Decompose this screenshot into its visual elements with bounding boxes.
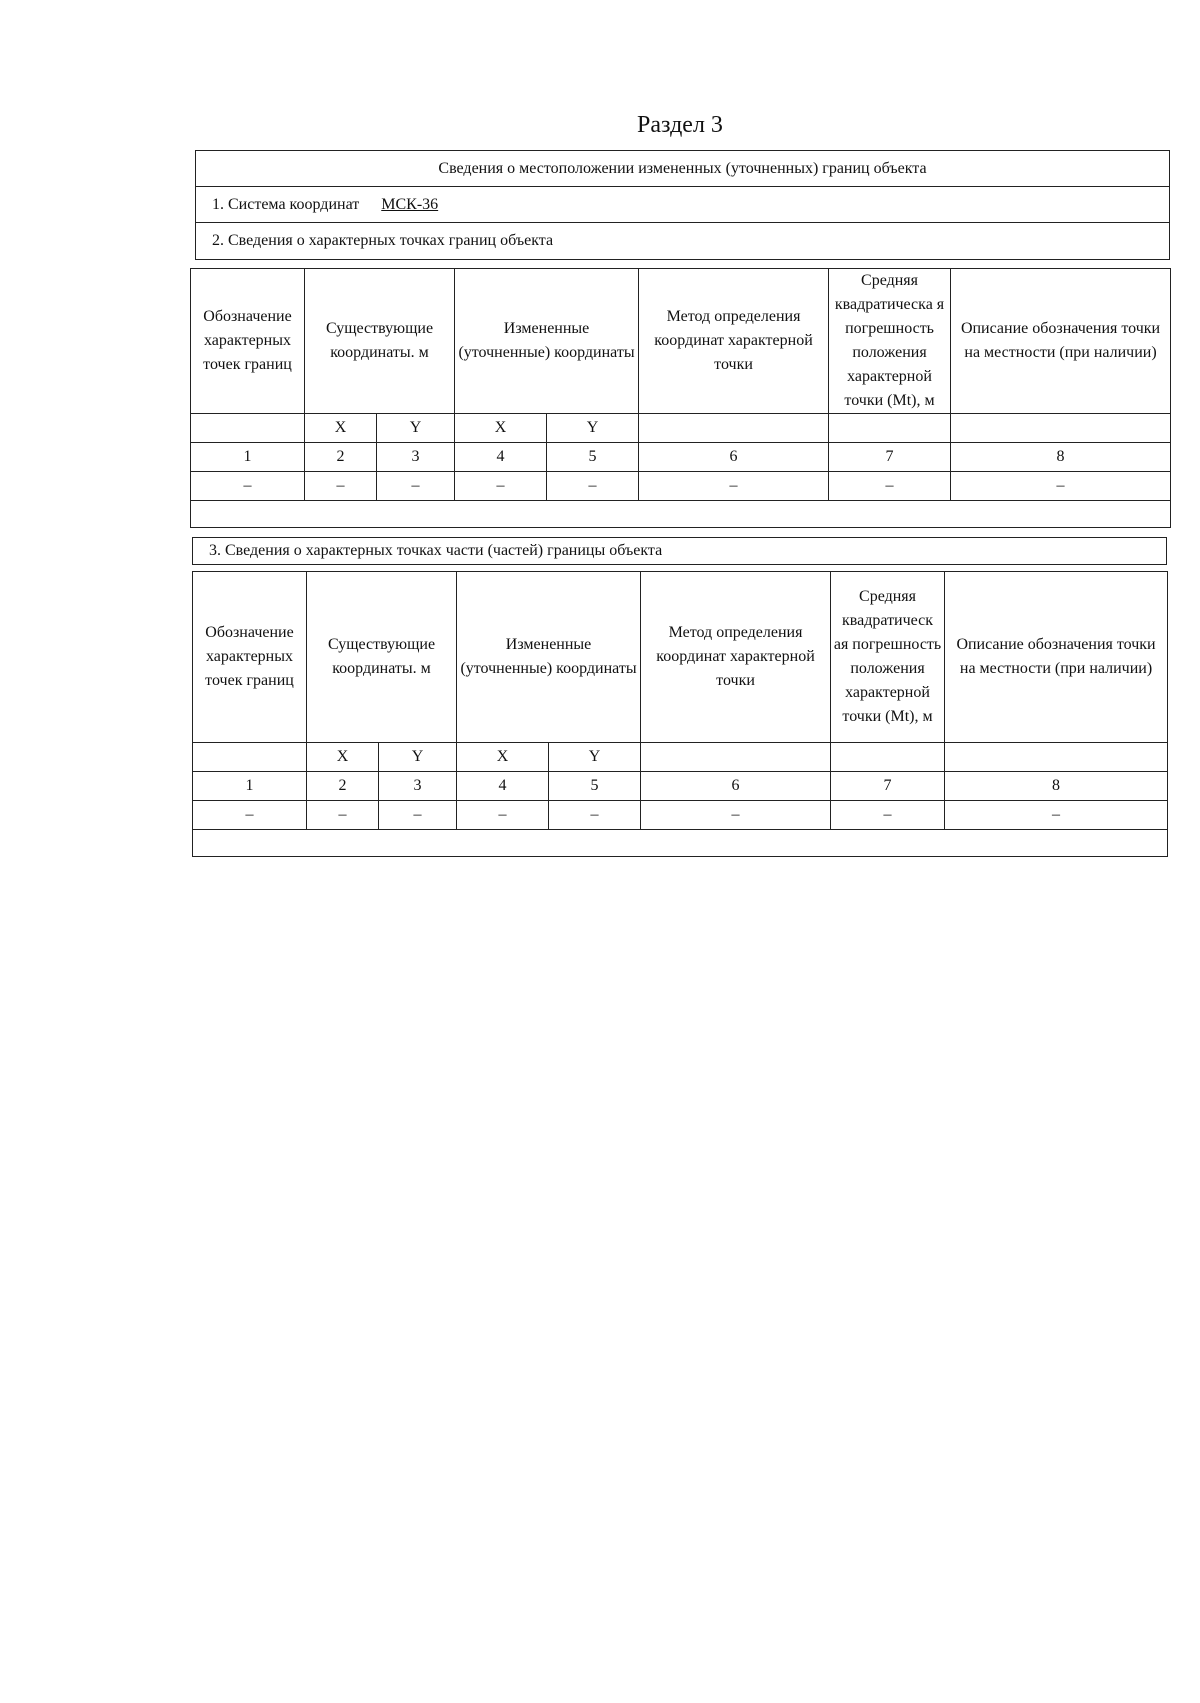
table-row — [193, 772, 1168, 801]
header-mean-error: Средняя квадратическ ая погрешность положения характерной точки (Mt), м — [831, 572, 945, 743]
header-mean-error: Средняя квадратическа я погрешность положения характерной точки (Mt), м — [829, 269, 951, 414]
table-cell: 3 — [377, 443, 455, 472]
table-cell: – — [193, 801, 307, 830]
table-cell: 7 — [829, 443, 951, 472]
header-existing-coords: Существующие координаты. м — [307, 572, 457, 743]
table-cell — [829, 414, 951, 443]
coord-system-value: МСК-36 — [381, 196, 439, 213]
table-cell — [945, 743, 1168, 772]
coord-system-label: 1. Система координат — [212, 196, 360, 213]
table-cell: X — [455, 414, 547, 443]
table-cell: X — [457, 743, 549, 772]
table-cell: – — [307, 801, 379, 830]
table-cell: – — [455, 472, 547, 501]
table-cell: – — [379, 801, 457, 830]
table-cell: 1 — [191, 443, 305, 472]
table-cell: – — [641, 801, 831, 830]
table-cell: 2 — [305, 443, 377, 472]
table-cell: Y — [549, 743, 641, 772]
table-cell: X — [307, 743, 379, 772]
table-cell: 5 — [549, 772, 641, 801]
table-cell: – — [945, 801, 1168, 830]
table-cell: 7 — [831, 772, 945, 801]
section-header-box — [195, 150, 1170, 260]
table-cell — [191, 414, 305, 443]
page-title: Раздел 3 — [637, 112, 723, 138]
table-cell: Y — [377, 414, 455, 443]
section3-label: 3. Сведения о характерных точках части (частей) границы объекта — [192, 537, 1167, 565]
header-description: Описание обозначения точки на местности (при наличии) — [951, 269, 1171, 414]
header-existing-coords: Существующие координаты. м — [305, 269, 455, 414]
table-cell: 6 — [639, 443, 829, 472]
table-cell: Y — [547, 414, 639, 443]
table-cell — [193, 830, 1168, 857]
table-row — [193, 743, 1168, 772]
table-cell — [193, 743, 307, 772]
table-cell: – — [547, 472, 639, 501]
table-cell: 8 — [951, 443, 1171, 472]
table-cell: 2 — [307, 772, 379, 801]
header-point-designation: Обозначение характерных точек границ — [193, 572, 307, 743]
table-cell: – — [951, 472, 1171, 501]
table-cell: – — [829, 472, 951, 501]
header-description: Описание обозначения точки на местности (при наличии) — [945, 572, 1168, 743]
table-row — [193, 830, 1168, 857]
table-cell: – — [549, 801, 641, 830]
table-cell: – — [377, 472, 455, 501]
table-cell: 5 — [547, 443, 639, 472]
table-cell: – — [639, 472, 829, 501]
table-cell: X — [305, 414, 377, 443]
table-row — [191, 472, 1171, 501]
table-row — [191, 443, 1171, 472]
header-point-designation: Обозначение характерных точек границ — [191, 269, 305, 414]
table-cell: 3 — [379, 772, 457, 801]
table-row — [191, 501, 1171, 528]
table-cell: – — [191, 472, 305, 501]
table-cell: – — [305, 472, 377, 501]
table-cell — [639, 414, 829, 443]
table-cell: Y — [379, 743, 457, 772]
header-method: Метод определения координат характерной точки — [639, 269, 829, 414]
table-cell: 1 — [193, 772, 307, 801]
coord-system-row — [196, 187, 1169, 223]
table-cell: – — [457, 801, 549, 830]
table-row — [193, 801, 1168, 830]
table-row — [191, 414, 1171, 443]
table-cell — [831, 743, 945, 772]
section-heading: Сведения о местоположении измененных (уточненных) границ объекта — [196, 151, 1169, 187]
table-cell — [951, 414, 1171, 443]
table-cell: 4 — [457, 772, 549, 801]
points-label: 2. Сведения о характерных точках границ объекта — [212, 232, 554, 249]
boundary-points-table — [190, 268, 1171, 528]
part-boundary-points-table — [192, 571, 1168, 857]
table-cell — [641, 743, 831, 772]
header-changed-coords: Измененные (уточненные) координаты — [455, 269, 639, 414]
header-changed-coords: Измененные (уточненные) координаты — [457, 572, 641, 743]
table-cell: – — [831, 801, 945, 830]
table-cell — [191, 501, 1171, 528]
table-cell: 4 — [455, 443, 547, 472]
table-cell: 8 — [945, 772, 1168, 801]
header-method: Метод определения координат характерной точки — [641, 572, 831, 743]
table-cell: 6 — [641, 772, 831, 801]
